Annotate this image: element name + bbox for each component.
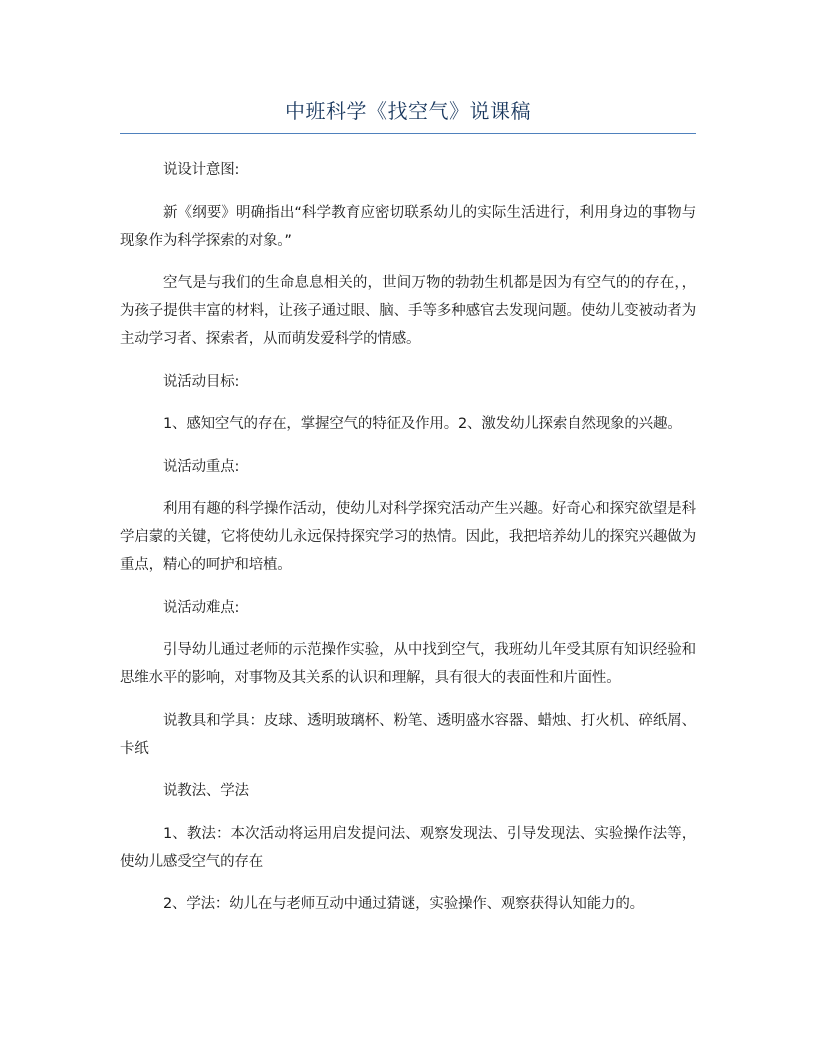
- paragraph-teaching-method: 1、教法：本次活动将运用启发提问法、观察发现法、引导发现法、实验操作法等，使幼儿感受空气的存在: [120, 825, 696, 870]
- document-title: 中班科学《找空气》说课稿: [285, 99, 531, 123]
- heading-activity-focus: 说活动重点:: [163, 458, 240, 475]
- paragraph-teaching-materials: 说教具和学具：皮球、透明玻璃杯、粉笔、透明盛水容器、蜡烛、打火机、碎纸屑、卡纸: [120, 712, 696, 757]
- paragraph-activity-difficulty: 引导幼儿通过老师的示范操作实验，从中找到空气，我班幼儿年受其原有知识经验和思维水平的影响，对事物及其关系的认识和理解，具有很大的表面性和片面性。: [120, 642, 696, 686]
- heading-activity-goals: 说活动目标:: [163, 373, 240, 390]
- paragraph-learning-method: 2、学法：幼儿在与老师互动中通过猜谜，实验操作、观察获得认知能力的。: [163, 896, 644, 912]
- paragraph-guideline-quote: 新《纲要》明确指出“科学教育应密切联系幼儿的实际生活进行，利用身边的事物与现象作为科学探索的对象。”: [120, 204, 696, 249]
- title-divider: [120, 133, 696, 134]
- document-body: [120, 156, 696, 933]
- paragraph-activity-focus: 利用有趣的科学操作活动，使幼儿对科学探究活动产生兴趣。好奇心和探究欲望是科学启蒙的关键，它将使幼儿永远保持探究学习的热情。因此，我把培养幼儿的探究兴趣做为重点，精心的呵护和培植。: [120, 501, 696, 573]
- heading-design-intent: 说设计意图:: [163, 162, 240, 178]
- paragraph-air-importance: 空气是与我们的生命息息相关的，世间万物的勃勃生机都是因为有空气的的存在，，为孩子提供丰富的材料，让孩子通过眼、脑、手等多种感官去发现问题。使幼儿变被动者为主动学习者、探索者，从而萌发爱科学的情感。: [120, 275, 696, 347]
- paragraph-activity-goals: 1、感知空气的存在，掌握空气的特征及作用。2、激发幼儿探索自然现象的兴趣。: [163, 416, 682, 432]
- heading-activity-difficulty: 说活动难点:: [163, 599, 240, 616]
- heading-teaching-methods: 说教法、学法: [163, 783, 249, 799]
